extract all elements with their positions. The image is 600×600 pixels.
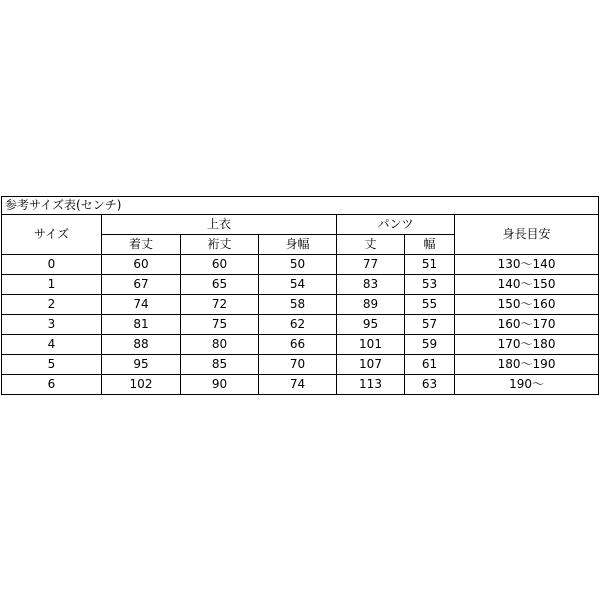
height-guide-cell: 190〜 [455,375,599,395]
pants-width-cell: 61 [405,355,455,375]
pants-length-cell: 113 [337,375,405,395]
height-guide-cell: 140〜150 [455,275,599,295]
size-cell: 6 [2,375,102,395]
top-sleeve-cell: 72 [181,295,259,315]
top-width-cell: 58 [259,295,337,315]
table-row [2,315,599,335]
table-row [2,375,599,395]
top-sleeve-cell: 65 [181,275,259,295]
top-length-cell: 67 [102,275,181,295]
pants-length-cell: 83 [337,275,405,295]
pants-width-cell: 55 [405,295,455,315]
table-row [2,255,599,275]
top-length-cell: 60 [102,255,181,275]
top-length-cell: 95 [102,355,181,375]
top-sleeve-cell: 60 [181,255,259,275]
pants-length-cell: 77 [337,255,405,275]
top-length-cell: 102 [102,375,181,395]
header-top-group: 上衣 [102,215,337,235]
size-cell: 1 [2,275,102,295]
size-chart-body [2,197,599,395]
pants-width-cell: 59 [405,335,455,355]
size-cell: 5 [2,355,102,375]
top-sleeve-cell: 80 [181,335,259,355]
header-group-row [2,215,599,235]
table-caption: 参考サイズ表(センチ) [2,197,599,215]
table-row [2,355,599,375]
header-size: サイズ [2,215,102,255]
table-row [2,275,599,295]
top-sleeve-cell: 90 [181,375,259,395]
height-guide-cell: 180〜190 [455,355,599,375]
pants-width-cell: 51 [405,255,455,275]
top-length-cell: 81 [102,315,181,335]
top-width-cell: 50 [259,255,337,275]
top-width-cell: 54 [259,275,337,295]
size-chart-table [1,196,599,395]
top-sleeve-cell: 85 [181,355,259,375]
pants-length-cell: 89 [337,295,405,315]
top-width-cell: 66 [259,335,337,355]
pants-width-cell: 63 [405,375,455,395]
height-guide-cell: 170〜180 [455,335,599,355]
top-sleeve-cell: 75 [181,315,259,335]
pants-length-cell: 107 [337,355,405,375]
height-guide-cell: 160〜170 [455,315,599,335]
top-width-cell: 74 [259,375,337,395]
pants-width-cell: 57 [405,315,455,335]
height-guide-cell: 150〜160 [455,295,599,315]
header-top-sleeve: 裄丈 [181,235,259,255]
pants-length-cell: 101 [337,335,405,355]
top-length-cell: 74 [102,295,181,315]
header-top-length: 着丈 [102,235,181,255]
size-cell: 4 [2,335,102,355]
pants-length-cell: 95 [337,315,405,335]
top-width-cell: 62 [259,315,337,335]
header-pants-group: パンツ [337,215,455,235]
header-top-width: 身幅 [259,235,337,255]
top-width-cell: 70 [259,355,337,375]
header-height-guide: 身長目安 [455,215,599,255]
height-guide-cell: 130〜140 [455,255,599,275]
caption-row [2,197,599,215]
size-cell: 2 [2,295,102,315]
pants-width-cell: 53 [405,275,455,295]
table-row [2,335,599,355]
top-length-cell: 88 [102,335,181,355]
header-pants-width: 幅 [405,235,455,255]
size-cell: 3 [2,315,102,335]
header-pants-length: 丈 [337,235,405,255]
size-cell: 0 [2,255,102,275]
table-row [2,295,599,315]
